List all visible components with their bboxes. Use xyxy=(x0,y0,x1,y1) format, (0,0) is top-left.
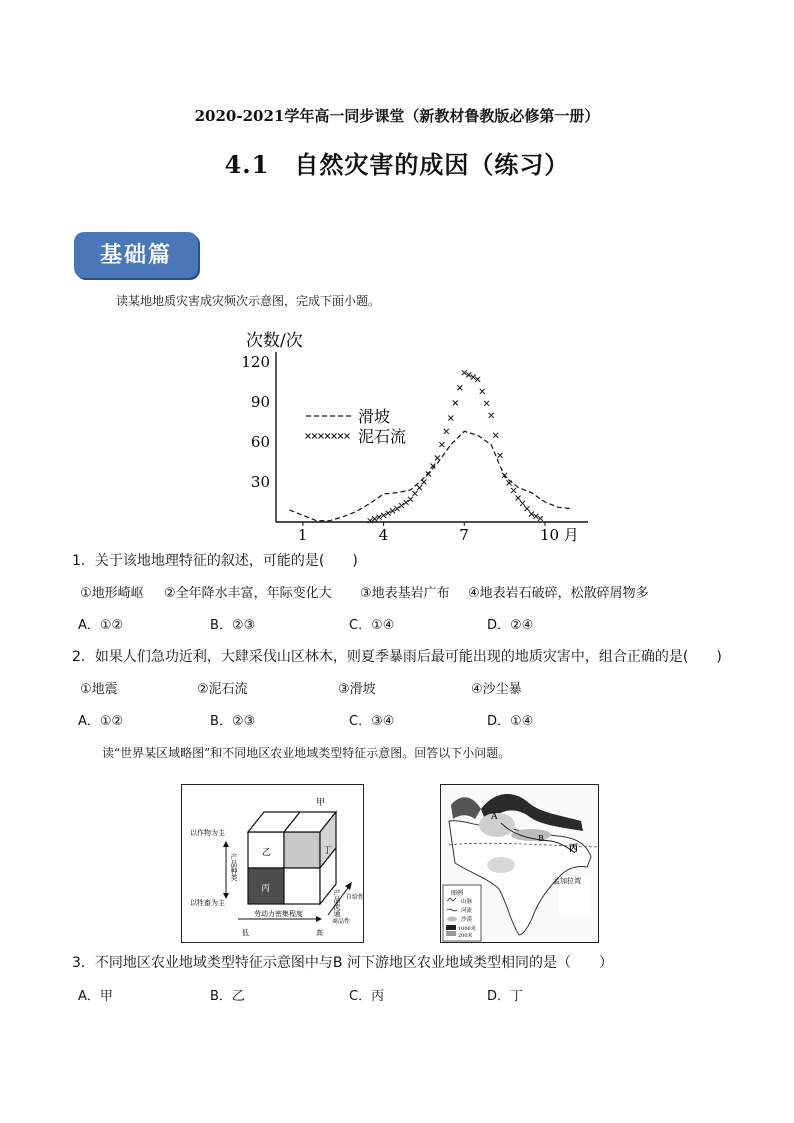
series-debris-flow-marker xyxy=(421,480,426,485)
series-debris-flow-marker xyxy=(412,491,417,496)
chart-ylabel: 次数/次 xyxy=(246,331,303,351)
q3-answer-c[interactable]: C．丙 xyxy=(349,989,385,1004)
legend-debris-flow-label: 泥石流 xyxy=(358,427,407,446)
series-debris-flow-marker xyxy=(493,433,498,438)
label-labor: 劳动力密集程度 xyxy=(254,910,303,918)
label-high: 高 xyxy=(316,929,323,937)
q2-option: ②泥石流 xyxy=(197,682,248,697)
series-debris-flow-marker xyxy=(439,442,444,447)
q1-option: ④地表岩石破碎，松散碎屑物多 xyxy=(468,586,649,601)
legend-river: 河流 xyxy=(461,908,473,914)
series-debris-flow-marker xyxy=(507,480,512,485)
label-commercial: 商品性 xyxy=(332,918,351,925)
series-debris-flow-marker xyxy=(498,453,503,458)
map-label-bay: 孟加拉湾 xyxy=(553,877,581,885)
series-debris-flow-marker xyxy=(372,516,377,521)
y-tick-label: 60 xyxy=(250,433,270,451)
label-bing: 丙 xyxy=(261,884,271,894)
q2-option: ③滑坡 xyxy=(338,682,376,697)
series-debris-flow-marker xyxy=(453,400,458,405)
label-crop: 以作物为主 xyxy=(190,829,225,837)
legend-200: 200米 xyxy=(458,933,473,939)
y-tick-label: 120 xyxy=(241,353,270,371)
label-product-kind: 产品种类 xyxy=(230,853,238,881)
q1-answer-b[interactable]: B．②③ xyxy=(210,618,256,633)
series-debris-flow-marker xyxy=(525,506,530,511)
y-tick-label: 30 xyxy=(250,473,270,491)
legend-debris-flow-swatch xyxy=(306,434,311,439)
label-yi: 乙 xyxy=(262,848,272,858)
series-debris-flow-marker xyxy=(480,389,485,394)
series-debris-flow-marker xyxy=(511,488,516,493)
disaster-frequency-chart xyxy=(240,322,600,552)
series-debris-flow-marker xyxy=(448,416,453,421)
intro-text-1: 读某地地质灾害成灾频次示意图，完成下面小题。 xyxy=(116,294,381,308)
label-self: 自给性 xyxy=(346,894,363,901)
q2-stem: 2．如果人们急功近利，大肆采伐山区林木，则夏季暴雨后最可能出现的地质灾害中，组合正确的是( ) xyxy=(72,649,722,665)
label-livestock: 以牲畜为主 xyxy=(190,899,225,907)
label-ding: 丁 xyxy=(323,846,333,856)
q2-answer-a[interactable]: A．①② xyxy=(78,714,124,729)
series-debris-flow-marker xyxy=(457,385,462,390)
map-label-bing: 丙 xyxy=(569,844,579,854)
q2-answer-d[interactable]: D．①④ xyxy=(487,714,534,729)
legend-debris-flow-swatch xyxy=(312,434,317,439)
map-label-b: B xyxy=(538,834,544,843)
series-debris-flow-marker xyxy=(399,503,404,508)
q2-answer-c[interactable]: C．③④ xyxy=(349,714,395,729)
series-debris-flow-marker xyxy=(404,500,409,505)
chart-series xyxy=(289,370,572,523)
label-jia: 甲 xyxy=(316,798,326,808)
series-debris-flow-marker xyxy=(444,429,449,434)
legend-debris-flow-swatch xyxy=(338,434,343,439)
q2-option: ④沙尘暴 xyxy=(471,682,522,697)
q1-stem: 1．关于该地地理特征的叙述，可能的是( ) xyxy=(72,553,358,569)
q3-answer-a[interactable]: A．甲 xyxy=(78,989,113,1004)
x-tick-label: 7 xyxy=(459,526,469,544)
chart-xticks xyxy=(298,522,579,544)
series-debris-flow-marker xyxy=(516,496,521,501)
q3-answer-b[interactable]: B．乙 xyxy=(210,989,245,1004)
q1-option: ③地表基岩广布 xyxy=(360,586,450,601)
series-debris-flow-marker xyxy=(484,401,489,406)
x-tick-label: 1 xyxy=(297,526,308,544)
series-debris-flow-marker xyxy=(520,501,525,506)
q1-option: ②全年降水丰富，年际变化大 xyxy=(164,586,332,601)
agriculture-type-figure xyxy=(181,784,364,943)
document-subtitle: 2020-2021学年高一同步课堂（新教材鲁教版必修第一册） xyxy=(194,107,600,125)
q1-option: ①地形崎岖 xyxy=(80,586,144,601)
chart-yticks xyxy=(241,353,270,491)
legend-title: 图例 xyxy=(451,890,464,897)
y-tick-label: 90 xyxy=(250,393,270,411)
series-debris-flow-marker xyxy=(435,456,440,461)
legend-debris-flow-swatch xyxy=(325,434,330,439)
label-circulation: 产品流通 xyxy=(333,889,341,917)
legend-mountain: 山脉 xyxy=(461,899,473,905)
x-tick-label: 4 xyxy=(378,526,389,544)
series-debris-flow-marker xyxy=(489,413,494,418)
q1-answer-d[interactable]: D．②④ xyxy=(487,618,534,633)
legend-landslide-label: 滑坡 xyxy=(358,407,391,426)
series-debris-flow-marker xyxy=(408,497,413,502)
series-debris-flow-marker xyxy=(417,485,422,490)
intro-text-2: 读“世界某区域略图”和不同地区农业地域类型特征示意图。回答以下小问题。 xyxy=(102,746,511,760)
x-tick-label: 10 月 xyxy=(539,526,579,544)
label-low: 低 xyxy=(242,929,249,937)
legend-desert: 沙漠 xyxy=(461,917,473,923)
map-label-a: A xyxy=(491,812,498,822)
q2-option: ①地震 xyxy=(80,682,118,697)
chart-axes xyxy=(276,352,588,522)
south-asia-map xyxy=(440,784,599,943)
section-badge: 基础篇 xyxy=(74,232,198,278)
legend-debris-flow-swatch xyxy=(345,434,350,439)
legend-debris-flow-swatch xyxy=(319,434,324,439)
q2-answer-b[interactable]: B．②③ xyxy=(210,714,256,729)
q3-stem: 3．不同地区农业地域类型特征示意图中与B 河下游地区农业地域类型相同的是（ ） xyxy=(72,955,613,971)
q3-answer-d[interactable]: D．丁 xyxy=(487,989,524,1004)
q1-answer-c[interactable]: C．①④ xyxy=(349,618,395,633)
q1-answer-a[interactable]: A．①② xyxy=(78,618,124,633)
chart-legend xyxy=(306,407,407,446)
document-title: 4.1 自然灾害的成因（练习） xyxy=(224,150,570,179)
legend-debris-flow-swatch xyxy=(332,434,337,439)
series-debris-flow-marker xyxy=(377,515,382,520)
legend-1000: 1000米 xyxy=(458,926,476,932)
